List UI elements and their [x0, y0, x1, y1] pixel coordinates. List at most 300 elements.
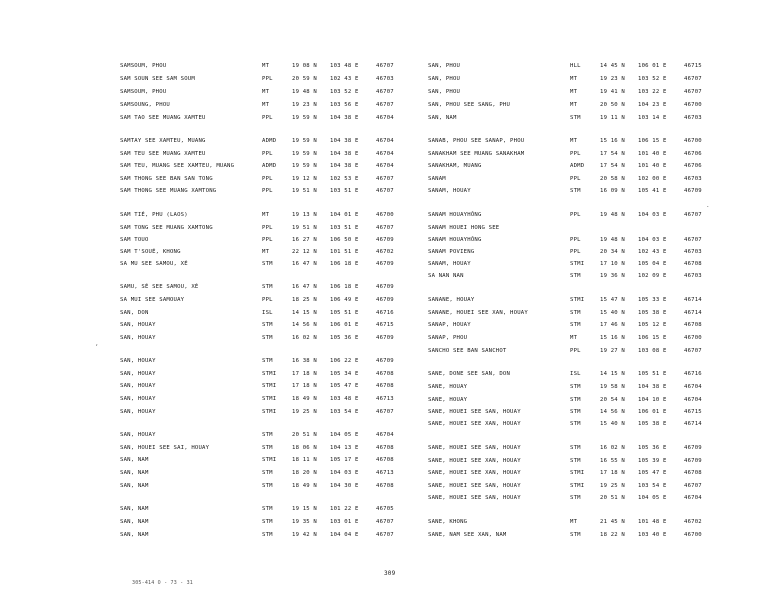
entry-longitude: 106 15 E — [638, 335, 667, 341]
entry-name: SANE, HOUEI SEE XAN, HOUAY — [428, 470, 521, 476]
entry-longitude: 105 12 E — [638, 322, 667, 328]
entry-feature-code: STM — [262, 322, 273, 328]
entry-map-ref: 46704 — [684, 384, 702, 390]
entry-name: SANAM HOUAYHÔNG — [428, 237, 482, 243]
entry-map-ref: 46708 — [376, 457, 394, 463]
entry-longitude: 105 51 E — [330, 310, 359, 316]
entry-feature-code: PPL — [570, 348, 581, 354]
entry-map-ref: 46704 — [684, 397, 702, 403]
entry-longitude: 106 18 E — [330, 284, 359, 290]
entry-feature-code: PPL — [570, 151, 581, 157]
entry-map-ref: 46707 — [376, 532, 394, 538]
entry-name: SAM TOUO — [120, 237, 149, 243]
entry-feature-code: PPL — [262, 76, 273, 82]
entry-map-ref: 46704 — [376, 115, 394, 121]
entry-map-ref: 46708 — [684, 261, 702, 267]
entry-name: SANE, HOUEI SEE SAN, HOUAY — [428, 445, 521, 451]
entry-name: SAM TEU, MUANG SEE XAMTEU, MUANG — [120, 163, 235, 169]
entry-map-ref: 46700 — [684, 335, 702, 341]
entry-latitude: 18 22 N — [600, 532, 625, 538]
entry-longitude: 104 01 E — [330, 212, 359, 218]
entry-map-ref: 46707 — [376, 102, 394, 108]
entry-name: SANCHO SEE BAN SANCHOT — [428, 348, 507, 354]
entry-latitude: 20 51 N — [292, 432, 317, 438]
entry-feature-code: STM — [262, 506, 273, 512]
entry-feature-code: MT — [262, 249, 270, 255]
entry-longitude: 106 15 E — [638, 138, 667, 144]
entry-map-ref: 46709 — [376, 284, 394, 290]
entry-longitude: 105 47 E — [638, 470, 667, 476]
entry-name: SAM TEU SEE MUANG XAMTEU — [120, 151, 206, 157]
entry-latitude: 14 56 N — [292, 322, 317, 328]
entry-latitude: 14 45 N — [600, 63, 625, 69]
entry-name: SAMU, SÉ SEE SAMOU, XÉ — [120, 284, 199, 290]
entry-longitude: 105 39 E — [638, 458, 667, 464]
entry-map-ref: 46708 — [376, 383, 394, 389]
entry-latitude: 21 45 N — [600, 519, 625, 525]
entry-map-ref: 46709 — [376, 297, 394, 303]
entry-name: SAM TAO SEE MUANG XAMTEU — [120, 115, 206, 121]
entry-name: SAN, NAM — [120, 532, 149, 538]
entry-name: SAMSOUM, PHOU — [120, 63, 167, 69]
entry-feature-code: STM — [570, 310, 581, 316]
entry-longitude: 104 03 E — [330, 470, 359, 476]
entry-map-ref: 46713 — [376, 470, 394, 476]
entry-name: SANE, HOUEI SEE XAN, HOUAY — [428, 421, 521, 427]
entry-map-ref: 46716 — [376, 310, 394, 316]
entry-latitude: 22 12 N — [292, 249, 317, 255]
entry-map-ref: 46707 — [376, 63, 394, 69]
entry-latitude: 17 18 N — [292, 371, 317, 377]
entry-feature-code: ISL — [262, 310, 273, 316]
entry-name: SA NAN NAN — [428, 273, 464, 279]
entry-feature-code: MT — [570, 335, 578, 341]
entry-feature-code: STM — [262, 358, 273, 364]
entry-latitude: 20 51 N — [600, 495, 625, 501]
entry-longitude: 101 40 E — [638, 151, 667, 157]
entry-longitude: 104 04 E — [330, 532, 359, 538]
entry-longitude: 104 05 E — [638, 495, 667, 501]
entry-longitude: 105 36 E — [330, 335, 359, 341]
entry-longitude: 102 43 E — [330, 76, 359, 82]
entry-feature-code: STM — [570, 188, 581, 194]
entry-feature-code: STM — [262, 483, 273, 489]
entry-longitude: 103 08 E — [638, 348, 667, 354]
entry-feature-code: MT — [262, 212, 270, 218]
entry-feature-code: PPL — [570, 212, 581, 218]
entry-longitude: 105 51 E — [638, 371, 667, 377]
entry-latitude: 19 59 N — [292, 163, 317, 169]
entry-latitude: 19 51 N — [292, 188, 317, 194]
entry-feature-code: PPL — [570, 237, 581, 243]
entry-longitude: 103 14 E — [638, 115, 667, 121]
entry-longitude: 104 03 E — [638, 212, 667, 218]
entry-name: SAN, NAM — [120, 483, 149, 489]
entry-latitude: 19 42 N — [292, 532, 317, 538]
entry-map-ref: 46707 — [376, 225, 394, 231]
entry-feature-code: PPL — [262, 115, 273, 121]
entry-name: SAN, HOUAY — [120, 409, 156, 415]
entry-name: SAM THONG SEE MUANG XAMTONG — [120, 188, 217, 194]
entry-name: SAN, NAM — [120, 519, 149, 525]
entry-feature-code: STM — [262, 335, 273, 341]
entry-name: SANANE, HOUAY — [428, 297, 475, 303]
entry-map-ref: 46713 — [376, 396, 394, 402]
entry-latitude: 17 54 N — [600, 151, 625, 157]
entry-longitude: 103 56 E — [330, 102, 359, 108]
entry-name: SAN, HOUAY — [120, 383, 156, 389]
entry-longitude: 103 51 E — [330, 188, 359, 194]
entry-feature-code: PPL — [262, 225, 273, 231]
entry-latitude: 16 47 N — [292, 284, 317, 290]
entry-longitude: 105 33 E — [638, 297, 667, 303]
entry-map-ref: 46707 — [684, 76, 702, 82]
entry-latitude: 19 25 N — [600, 483, 625, 489]
entry-feature-code: STMI — [570, 470, 585, 476]
entry-name: SANAM, HOUAY — [428, 188, 471, 194]
entry-name: SANE, HOUEI SEE SAN, HOUAY — [428, 495, 521, 501]
entry-name: SA MU SEE SAMOU, XÉ — [120, 261, 188, 267]
entry-longitude: 101 48 E — [638, 519, 667, 525]
entry-name: SAN, HOUAY — [120, 371, 156, 377]
entry-name: SANE, NAM SEE XAN, NAM — [428, 532, 507, 538]
entry-longitude: 105 34 E — [330, 371, 359, 377]
entry-latitude: 19 23 N — [292, 102, 317, 108]
entry-map-ref: 46709 — [376, 261, 394, 267]
entry-name: SAN, HOUAY — [120, 335, 156, 341]
entry-longitude: 103 51 E — [330, 225, 359, 231]
entry-map-ref: 46707 — [376, 409, 394, 415]
entry-name: SANAM — [428, 176, 446, 182]
entry-feature-code: MT — [570, 102, 578, 108]
entry-map-ref: 46703 — [684, 273, 702, 279]
entry-longitude: 103 52 E — [330, 89, 359, 95]
entry-map-ref: 46703 — [376, 76, 394, 82]
entry-name: SANAM HOUAYHÔNG — [428, 212, 482, 218]
entry-map-ref: 46706 — [684, 163, 702, 169]
entry-feature-code: STM — [262, 470, 273, 476]
entry-name: SAN, HOUAY — [120, 432, 156, 438]
entry-latitude: 16 27 N — [292, 237, 317, 243]
entry-feature-code: PPL — [262, 297, 273, 303]
entry-name: SAN, HOUAY — [120, 358, 156, 364]
entry-latitude: 19 58 N — [600, 384, 625, 390]
entry-map-ref: 46702 — [684, 519, 702, 525]
entry-feature-code: STM — [570, 458, 581, 464]
entry-longitude: 105 38 E — [638, 421, 667, 427]
entry-name: SAN, HOUAY — [120, 322, 156, 328]
entry-feature-code: MT — [262, 89, 270, 95]
entry-name: SAN, HOUEI SEE SAI, HOUAY — [120, 445, 210, 451]
entry-latitude: 14 56 N — [600, 409, 625, 415]
entry-latitude: 19 41 N — [600, 89, 625, 95]
entry-feature-code: MT — [570, 519, 578, 525]
entry-name: SANAP, HOUAY — [428, 322, 471, 328]
entry-name: SAN, HOUAY — [120, 396, 156, 402]
entry-latitude: 15 40 N — [600, 310, 625, 316]
entry-map-ref: 46716 — [684, 371, 702, 377]
entry-map-ref: 46707 — [376, 519, 394, 525]
entry-longitude: 104 05 E — [330, 432, 359, 438]
entry-latitude: 16 38 N — [292, 358, 317, 364]
entry-longitude: 104 30 E — [330, 483, 359, 489]
entry-map-ref: 46709 — [684, 458, 702, 464]
entry-feature-code: PPL — [262, 151, 273, 157]
entry-name: SANE, HOUEI SEE SAN, HOUAY — [428, 483, 521, 489]
entry-feature-code: STMI — [570, 297, 585, 303]
entry-latitude: 16 02 N — [292, 335, 317, 341]
entry-map-ref: 46703 — [684, 249, 702, 255]
entry-name: SANAM POVIENG — [428, 249, 475, 255]
entry-map-ref: 46700 — [376, 212, 394, 218]
entry-latitude: 19 51 N — [292, 225, 317, 231]
entry-latitude: 19 23 N — [600, 76, 625, 82]
entry-longitude: 104 10 E — [638, 397, 667, 403]
entry-longitude: 101 51 E — [330, 249, 359, 255]
entry-map-ref: 46707 — [684, 237, 702, 243]
entry-latitude: 20 34 N — [600, 249, 625, 255]
entry-feature-code: HLL — [570, 63, 581, 69]
entry-map-ref: 46700 — [684, 532, 702, 538]
entry-latitude: 19 59 N — [292, 115, 317, 121]
entry-map-ref: 46714 — [684, 310, 702, 316]
entry-name: SANE, HOUEI SEE SAN, HOUAY — [428, 409, 521, 415]
entry-longitude: 103 01 E — [330, 519, 359, 525]
entry-latitude: 19 36 N — [600, 273, 625, 279]
entry-longitude: 103 40 E — [638, 532, 667, 538]
entry-map-ref: 46703 — [684, 176, 702, 182]
entry-map-ref: 46715 — [376, 322, 394, 328]
entry-map-ref: 46708 — [684, 470, 702, 476]
entry-map-ref: 46715 — [684, 63, 702, 69]
entry-name: SAM THONG SEE BAN SAN TONG — [120, 176, 213, 182]
entry-map-ref: 46709 — [376, 335, 394, 341]
entry-feature-code: STM — [262, 261, 273, 267]
entry-longitude: 105 47 E — [330, 383, 359, 389]
entry-feature-code: STM — [570, 273, 581, 279]
entry-longitude: 103 54 E — [638, 483, 667, 489]
entry-latitude: 19 15 N — [292, 506, 317, 512]
entry-map-ref: 46707 — [684, 89, 702, 95]
entry-name: SANAB, PHOU SEE SANAP, PHOU — [428, 138, 525, 144]
entry-map-ref: 46709 — [684, 188, 702, 194]
entry-latitude: 17 18 N — [292, 383, 317, 389]
entry-latitude: 17 54 N — [600, 163, 625, 169]
entry-latitude: 15 40 N — [600, 421, 625, 427]
entry-latitude: 20 58 N — [600, 176, 625, 182]
entry-longitude: 101 40 E — [638, 163, 667, 169]
entry-feature-code: STM — [262, 519, 273, 525]
entry-longitude: 102 53 E — [330, 176, 359, 182]
entry-feature-code: STM — [262, 532, 273, 538]
entry-longitude: 103 48 E — [330, 63, 359, 69]
entry-longitude: 104 38 E — [330, 115, 359, 121]
page-number: 309 — [384, 570, 396, 577]
entry-map-ref: 46714 — [684, 421, 702, 427]
entry-feature-code: STM — [570, 409, 581, 415]
entry-map-ref: 46708 — [376, 483, 394, 489]
entry-feature-code: STMI — [262, 409, 277, 415]
entry-latitude: 20 54 N — [600, 397, 625, 403]
entry-latitude: 16 55 N — [600, 458, 625, 464]
stray-mark-left: , — [95, 340, 99, 347]
entry-map-ref: 46702 — [376, 249, 394, 255]
entry-latitude: 19 48 N — [600, 237, 625, 243]
entry-latitude: 15 16 N — [600, 335, 625, 341]
entry-longitude: 106 01 E — [330, 322, 359, 328]
entry-longitude: 104 03 E — [638, 237, 667, 243]
entry-feature-code: PPL — [570, 249, 581, 255]
entry-longitude: 104 23 E — [638, 102, 667, 108]
entry-latitude: 17 46 N — [600, 322, 625, 328]
entry-map-ref: 46704 — [376, 163, 394, 169]
entry-feature-code: STMI — [570, 483, 585, 489]
entry-map-ref: 46700 — [684, 138, 702, 144]
stray-mark-right: . — [706, 202, 710, 209]
entry-longitude: 104 38 E — [330, 138, 359, 144]
entry-latitude: 18 49 N — [292, 483, 317, 489]
entry-longitude: 105 17 E — [330, 457, 359, 463]
entry-latitude: 16 09 N — [600, 188, 625, 194]
entry-name: SAMTAY SEE XAMTEU, MUANG — [120, 138, 206, 144]
entry-name: SANE, KHONG — [428, 519, 468, 525]
entry-map-ref: 46715 — [684, 409, 702, 415]
entry-name: SAN, PHOU — [428, 76, 461, 82]
entry-latitude: 18 20 N — [292, 470, 317, 476]
entry-feature-code: STMI — [262, 457, 277, 463]
footer-print-code: 305-414 O - 73 - 31 — [132, 580, 193, 586]
entry-feature-code: STM — [570, 322, 581, 328]
entry-feature-code: MT — [570, 76, 578, 82]
entry-name: SAN, DON — [120, 310, 149, 316]
entry-name: SAN, PHOU — [428, 63, 461, 69]
entry-name: SAMSOUM, PHOU — [120, 89, 167, 95]
entry-name: SANAM HOUEI HONG SEE — [428, 225, 500, 231]
entry-feature-code: STMI — [262, 383, 277, 389]
entry-map-ref: 46704 — [376, 138, 394, 144]
entry-name: SAM TIÉ, PHU (LAOS) — [120, 212, 188, 218]
entry-name: SANAM, HOUAY — [428, 261, 471, 267]
entry-longitude: 106 01 E — [638, 63, 667, 69]
entry-map-ref: 46708 — [376, 371, 394, 377]
entry-latitude: 17 18 N — [600, 470, 625, 476]
entry-name: SAN, NAM — [428, 115, 457, 121]
entry-feature-code: ADMD — [262, 138, 277, 144]
entry-feature-code: STM — [570, 115, 581, 121]
entry-name: SANAKHAM, MUANG — [428, 163, 482, 169]
entry-longitude: 105 38 E — [638, 310, 667, 316]
entry-map-ref: 46707 — [684, 348, 702, 354]
entry-feature-code: ISL — [570, 371, 581, 377]
entry-longitude: 103 52 E — [638, 76, 667, 82]
entry-latitude: 19 25 N — [292, 409, 317, 415]
entry-name: SAM T'SOUÉ, KHONG — [120, 249, 181, 255]
entry-feature-code: STMI — [262, 396, 277, 402]
entry-map-ref: 46709 — [684, 445, 702, 451]
entry-latitude: 19 48 N — [292, 89, 317, 95]
entry-name: SANE, HOUEI SEE XAN, HOUAY — [428, 458, 521, 464]
entry-name: SAM SOUN SEE SAM SOUM — [120, 76, 195, 82]
entry-feature-code: PPL — [262, 237, 273, 243]
entry-latitude: 19 08 N — [292, 63, 317, 69]
entry-map-ref: 46700 — [684, 102, 702, 108]
entry-longitude: 105 41 E — [638, 188, 667, 194]
entry-name: SANE, DONE SEE SAN, DON — [428, 371, 511, 377]
entry-longitude: 101 22 E — [330, 506, 359, 512]
entry-name: SANANE, HOUEI SEE XAN, HOUAY — [428, 310, 528, 316]
entry-map-ref: 46709 — [376, 358, 394, 364]
entry-map-ref: 46714 — [684, 297, 702, 303]
entry-latitude: 14 15 N — [600, 371, 625, 377]
entry-feature-code: ADMD — [262, 163, 277, 169]
entry-longitude: 105 04 E — [638, 261, 667, 267]
entry-name: SANE, HOUAY — [428, 384, 468, 390]
entry-map-ref: 46707 — [684, 212, 702, 218]
entry-map-ref: 46706 — [684, 151, 702, 157]
entry-feature-code: STM — [570, 532, 581, 538]
entry-feature-code: STMI — [262, 371, 277, 377]
entry-latitude: 19 11 N — [600, 115, 625, 121]
entry-map-ref: 46704 — [376, 151, 394, 157]
entry-feature-code: PPL — [262, 176, 273, 182]
entry-name: SANAKHAM SEE MUANG SANAKHAM — [428, 151, 525, 157]
entry-latitude: 19 59 N — [292, 138, 317, 144]
entry-map-ref: 46707 — [376, 176, 394, 182]
entry-longitude: 102 43 E — [638, 249, 667, 255]
entry-feature-code: STM — [570, 421, 581, 427]
entry-map-ref: 46703 — [684, 115, 702, 121]
entry-map-ref: 46705 — [376, 506, 394, 512]
entry-feature-code: MT — [262, 102, 270, 108]
entry-name: SAN, NAM — [120, 470, 149, 476]
entry-feature-code: STM — [262, 432, 273, 438]
entry-name: SAN, PHOU SEE SANG, PHU — [428, 102, 511, 108]
entry-latitude: 15 16 N — [600, 138, 625, 144]
entry-latitude: 18 25 N — [292, 297, 317, 303]
entry-longitude: 103 54 E — [330, 409, 359, 415]
entry-name: SANE, HOUAY — [428, 397, 468, 403]
entry-feature-code: PPL — [570, 176, 581, 182]
entry-map-ref: 46707 — [376, 89, 394, 95]
entry-longitude: 102 09 E — [638, 273, 667, 279]
entry-latitude: 19 12 N — [292, 176, 317, 182]
entry-longitude: 104 13 E — [330, 445, 359, 451]
entry-longitude: 102 00 E — [638, 176, 667, 182]
entry-map-ref: 46704 — [684, 495, 702, 501]
entry-longitude: 103 48 E — [330, 396, 359, 402]
entry-longitude: 106 50 E — [330, 237, 359, 243]
entry-feature-code: MT — [570, 138, 578, 144]
entry-latitude: 17 10 N — [600, 261, 625, 267]
entry-feature-code: STM — [570, 495, 581, 501]
entry-latitude: 19 35 N — [292, 519, 317, 525]
entry-latitude: 19 13 N — [292, 212, 317, 218]
entry-feature-code: MT — [570, 89, 578, 95]
entry-feature-code: STM — [570, 445, 581, 451]
entry-map-ref: 46709 — [376, 237, 394, 243]
entry-name: SANAP, PHOU — [428, 335, 468, 341]
entry-latitude: 16 02 N — [600, 445, 625, 451]
entry-longitude: 105 36 E — [638, 445, 667, 451]
entry-longitude: 106 49 E — [330, 297, 359, 303]
entry-latitude: 18 06 N — [292, 445, 317, 451]
entry-latitude: 18 49 N — [292, 396, 317, 402]
entry-latitude: 20 50 N — [600, 102, 625, 108]
entry-name: SAM TONG SEE MUANG XAMTONG — [120, 225, 213, 231]
entry-name: SA MUI SEE SAMOUAY — [120, 297, 185, 303]
entry-map-ref: 46708 — [684, 322, 702, 328]
entry-feature-code: STM — [570, 384, 581, 390]
